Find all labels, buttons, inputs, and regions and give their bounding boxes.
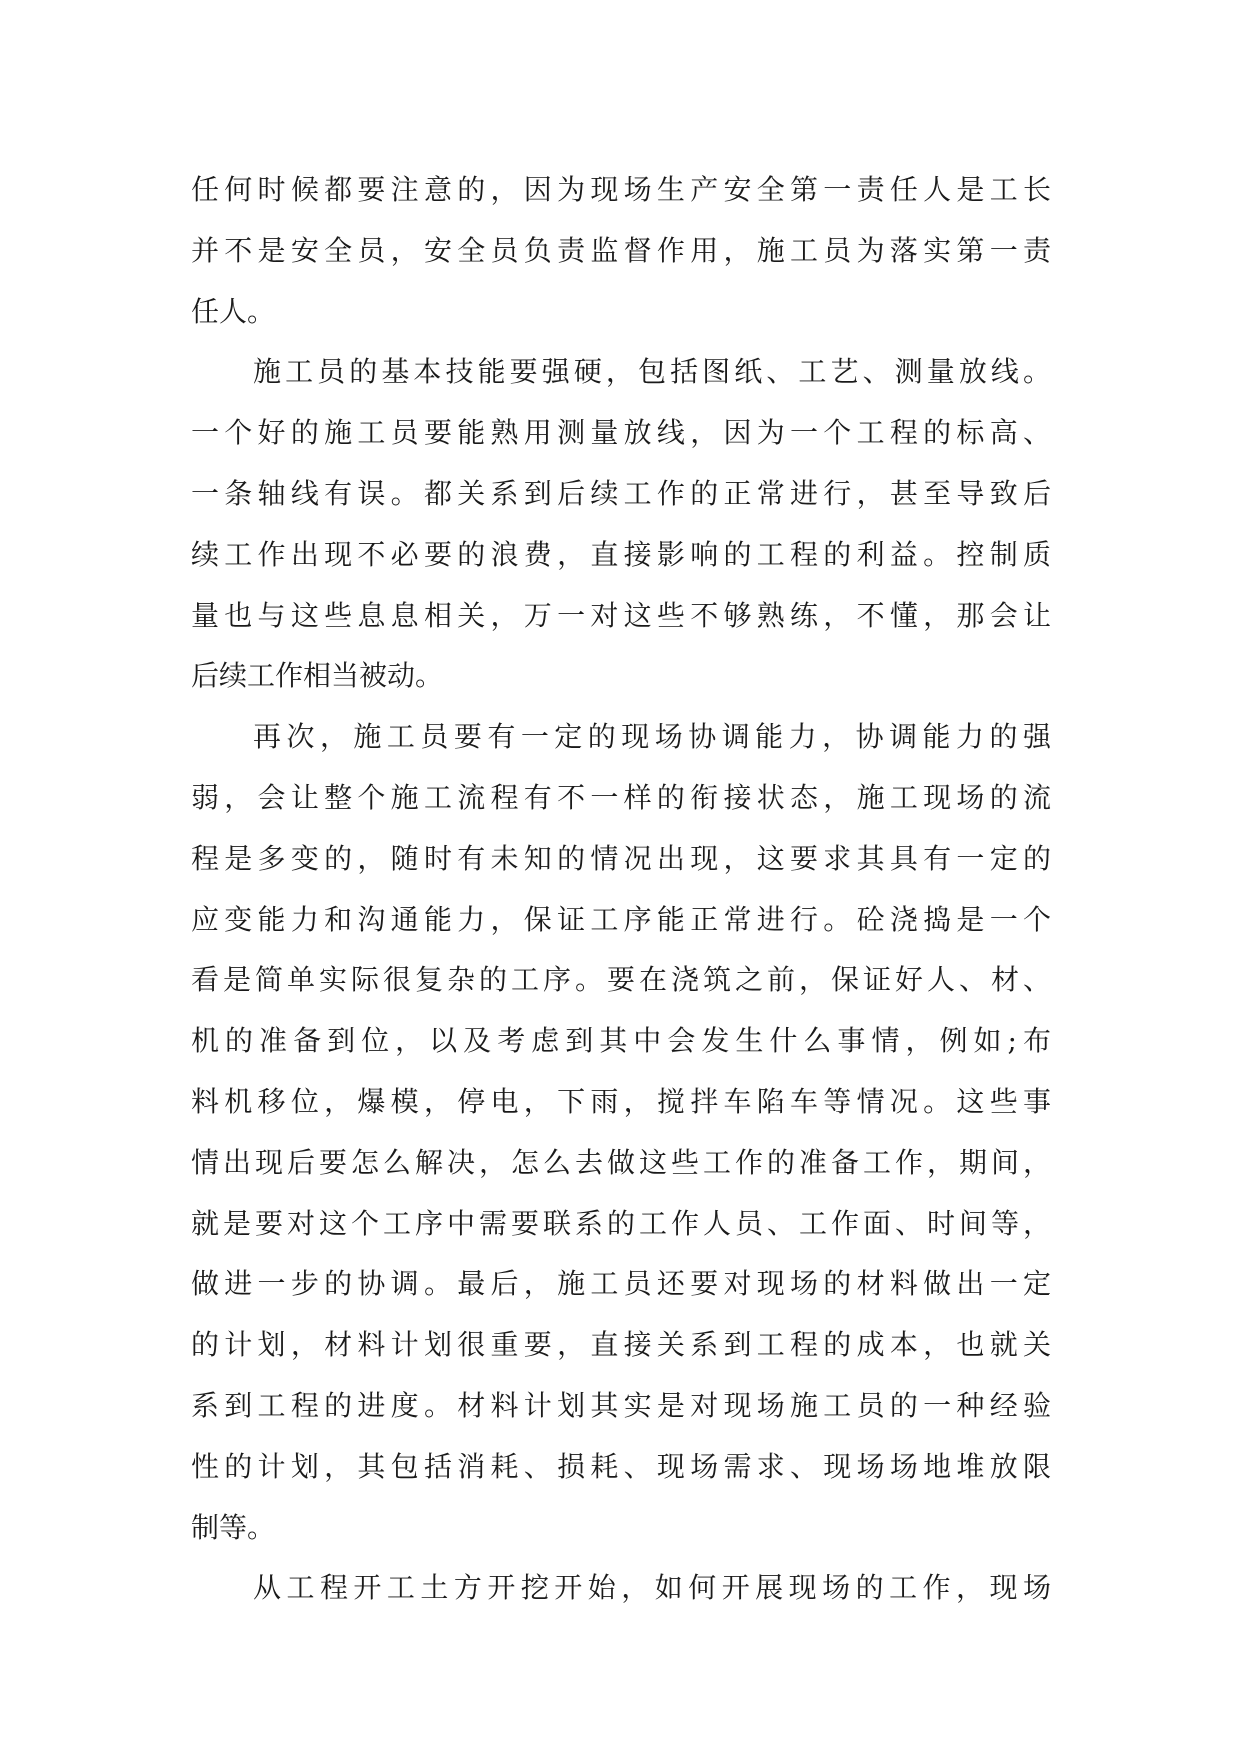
text-line: 程是多变的，随时有未知的情况出现，这要求其具有一定的 [191,841,1051,875]
text-line: 应变能力和沟通能力，保证工序能正常进行。砼浇捣是一个 [191,902,1051,936]
text-line: 性的计划，其包括消耗、损耗、现场需求、现场场地堆放限 [191,1449,1051,1483]
paragraph [191,1558,1051,1619]
text-line: 做进一步的协调。最后，施工员还要对现场的材料做出一定 [191,1267,1051,1301]
body-text [191,160,1051,1619]
text-line: 后续工作相当被动。 [191,659,444,693]
text-line: 并不是安全员，安全员负责监督作用，施工员为落实第一责 [191,233,1051,267]
text-line: 的计划，材料计划很重要，直接关系到工程的成本，也就关 [191,1328,1051,1362]
text-line: 施工员的基本技能要强硬，包括图纸、工艺、测量放线。 [253,355,1051,389]
text-line: 就是要对这个工序中需要联系的工作人员、工作面、时间等， [191,1206,1051,1240]
text-line: 任何时候都要注意的，因为现场生产安全第一责任人是工长 [191,173,1051,206]
text-line: 一条轴线有误。都关系到后续工作的正常进行，甚至导致后 [191,476,1051,510]
text-line: 弱，会让整个施工流程有不一样的衔接状态，施工现场的流 [191,780,1051,814]
text-line: 任人。 [191,294,276,328]
text-line: 系到工程的进度。材料计划其实是对现场施工员的一种经验 [191,1388,1051,1422]
text-line: 制等。 [191,1510,276,1544]
paragraph [191,160,1051,342]
paragraph [191,342,1051,707]
text-line: 机的准备到位，以及考虑到其中会发生什么事情，例如;布 [191,1024,1051,1058]
text-line: 料机移位，爆模，停电，下雨，搅拌车陷车等情况。这些事 [191,1084,1051,1118]
text-line: 再次，施工员要有一定的现场协调能力，协调能力的强 [253,720,1051,754]
text-line: 续工作出现不必要的浪费，直接影响的工程的利益。控制质 [191,537,1051,571]
text-line: 从工程开工土方开挖开始，如何开展现场的工作，现场 [253,1571,1051,1605]
text-line: 量也与这些息息相关，万一对这些不够熟练，不懂，那会让 [191,598,1051,632]
text-line: 一个好的施工员要能熟用测量放线，因为一个工程的标高、 [191,416,1051,450]
paragraph [191,707,1051,1558]
text-line: 看是简单实际很复杂的工序。要在浇筑之前，保证好人、材、 [191,963,1051,997]
text-line: 情出现后要怎么解决，怎么去做这些工作的准备工作，期间， [191,1145,1051,1179]
